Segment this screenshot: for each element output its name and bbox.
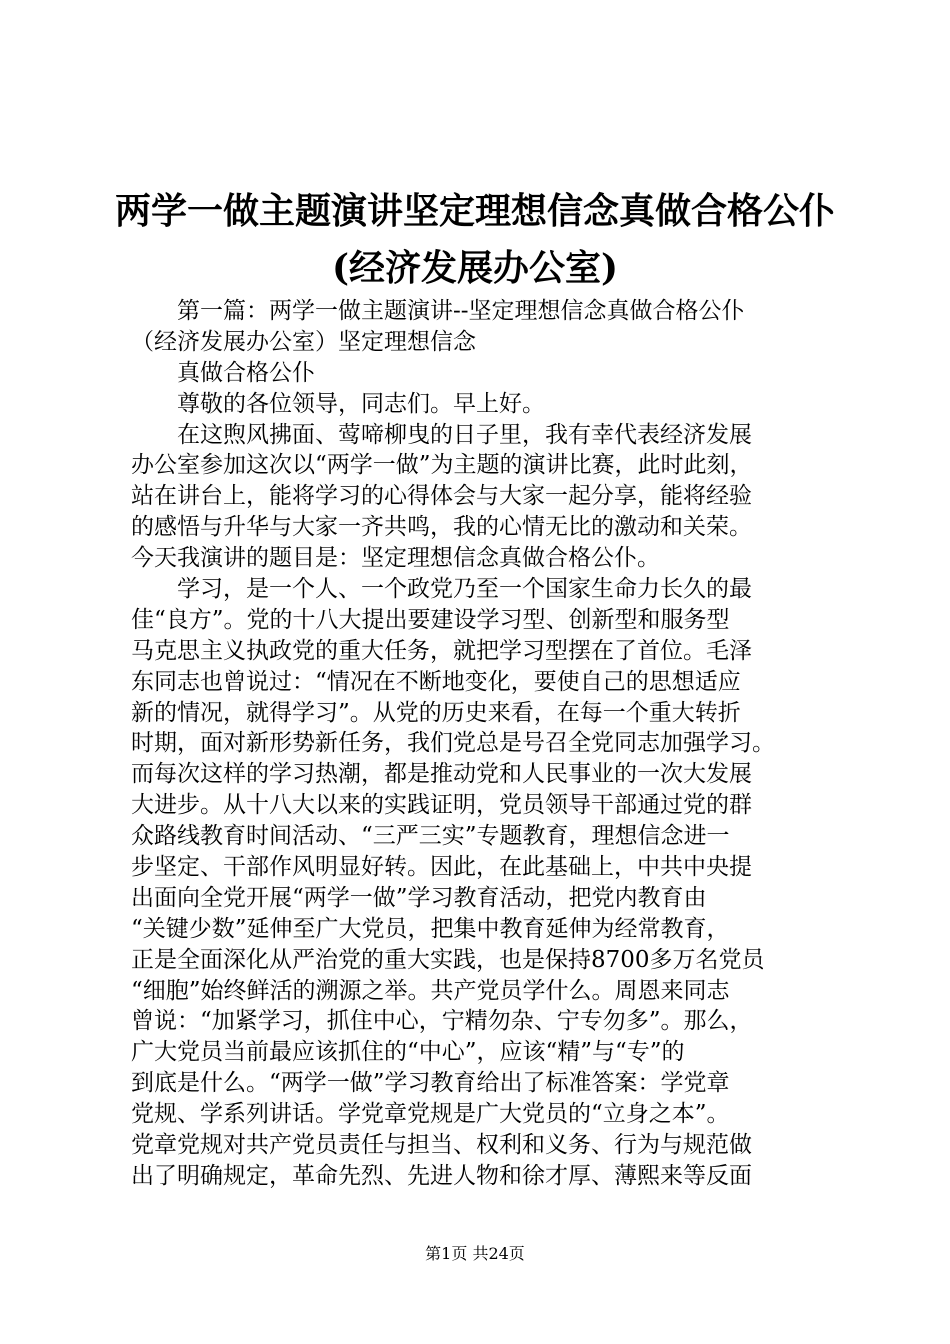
body-text-line: 的感悟与升华与大家一齐共鸣，我的心情无比的激动和关荣。 <box>131 514 752 541</box>
body-text-line: 站在讲台上，能将学习的心得体会与大家一起分享，能将经验 <box>131 483 752 510</box>
body-text-line: “关键少数”延伸至广大党员，把集中教育延伸为经常教育， <box>131 915 730 942</box>
body-text-line: 曾说：“加紧学习，抓住中心，宁精勿杂、宁专勿多”。那么， <box>131 1008 753 1035</box>
body-text-line: 党规、学系列讲话。学党章党规是广大党员的“立身之本”。 <box>131 1101 730 1128</box>
body-text-line: 出了明确规定，革命先烈、先进人物和徐才厚、薄熙来等反面 <box>131 1162 752 1189</box>
body-text-line: 学习，是一个人、一个政党乃至一个国家生命力长久的最 <box>131 576 752 603</box>
body-text-line: 而每次这样的学习热潮，都是推动党和人民事业的一次大发展 <box>131 761 752 788</box>
body-text-line: “细胞”始终鲜活的溯源之举。共产党员学什么。周恩来同志 <box>131 977 730 1004</box>
body-text-line: 时期，面对新形势新任务，我们党总是号召全党同志加强学习。 <box>131 730 775 757</box>
body-text-line: 在这煦风拂面、莺啼柳曳的日子里，我有幸代表经济发展 <box>131 421 752 448</box>
body-text-line: （经济发展办公室）坚定理想信念 <box>131 328 476 355</box>
body-text-line: 出面向全党开展“两学一做”学习教育活动，把党内教育由 <box>131 884 707 911</box>
body-text-line: 到底是什么。“两学一做”学习教育给出了标准答案：学党章 <box>131 1070 730 1097</box>
body-text-line: 佳“良方”。党的十八大提出要建设学习型、创新型和服务型 <box>131 606 730 633</box>
body-text-line: 大进步。从十八大以来的实践证明，党员领导干部通过党的群 <box>131 792 752 819</box>
document-title-line-1: 两学一做主题演讲坚定理想信念真做合格公仆 <box>114 190 835 232</box>
page-footer: 第1页 共24页 <box>425 1244 525 1263</box>
document-body <box>131 296 849 1192</box>
body-text-line: 众路线教育时间活动、“三严三实”专题教育，理想信念进一 <box>131 823 730 850</box>
body-text-line: 党章党规对共产党员责任与担当、权利和义务、行为与规范做 <box>131 1132 752 1159</box>
body-text-line: 第一篇：两学一做主题演讲--坚定理想信念真做合格公仆 <box>131 298 745 324</box>
body-text-line: 正是全面深化从严治党的重大实践，也是保持8700多万名党员 <box>131 946 765 973</box>
body-text-line: 今天我演讲的题目是：坚定理想信念真做合格公仆。 <box>131 545 660 572</box>
body-text-line: 办公室参加这次以“两学一做”为主题的演讲比赛，此时此刻， <box>131 452 753 479</box>
body-text-line: 真做合格公仆 <box>131 359 315 386</box>
body-text-line: 东同志也曾说过：“情况在不断地变化，要使自己的思想适应 <box>131 668 741 695</box>
document-title-line-2: (经济发展办公室) <box>331 247 619 289</box>
body-text-line: 尊敬的各位领导，同志们。早上好。 <box>131 390 545 417</box>
body-text-line: 广大党员当前最应该抓住的“中心”，应该“精”与“专”的 <box>131 1039 685 1066</box>
body-text-line: 步坚定、干部作风明显好转。因此，在此基础上，中共中央提 <box>131 854 752 881</box>
body-text-line: 马克思主义执政党的重大任务，就把学习型摆在了首位。毛泽 <box>131 637 752 664</box>
body-text-line: 新的情况，就得学习”。从党的历史来看，在每一个重大转折 <box>131 699 741 726</box>
